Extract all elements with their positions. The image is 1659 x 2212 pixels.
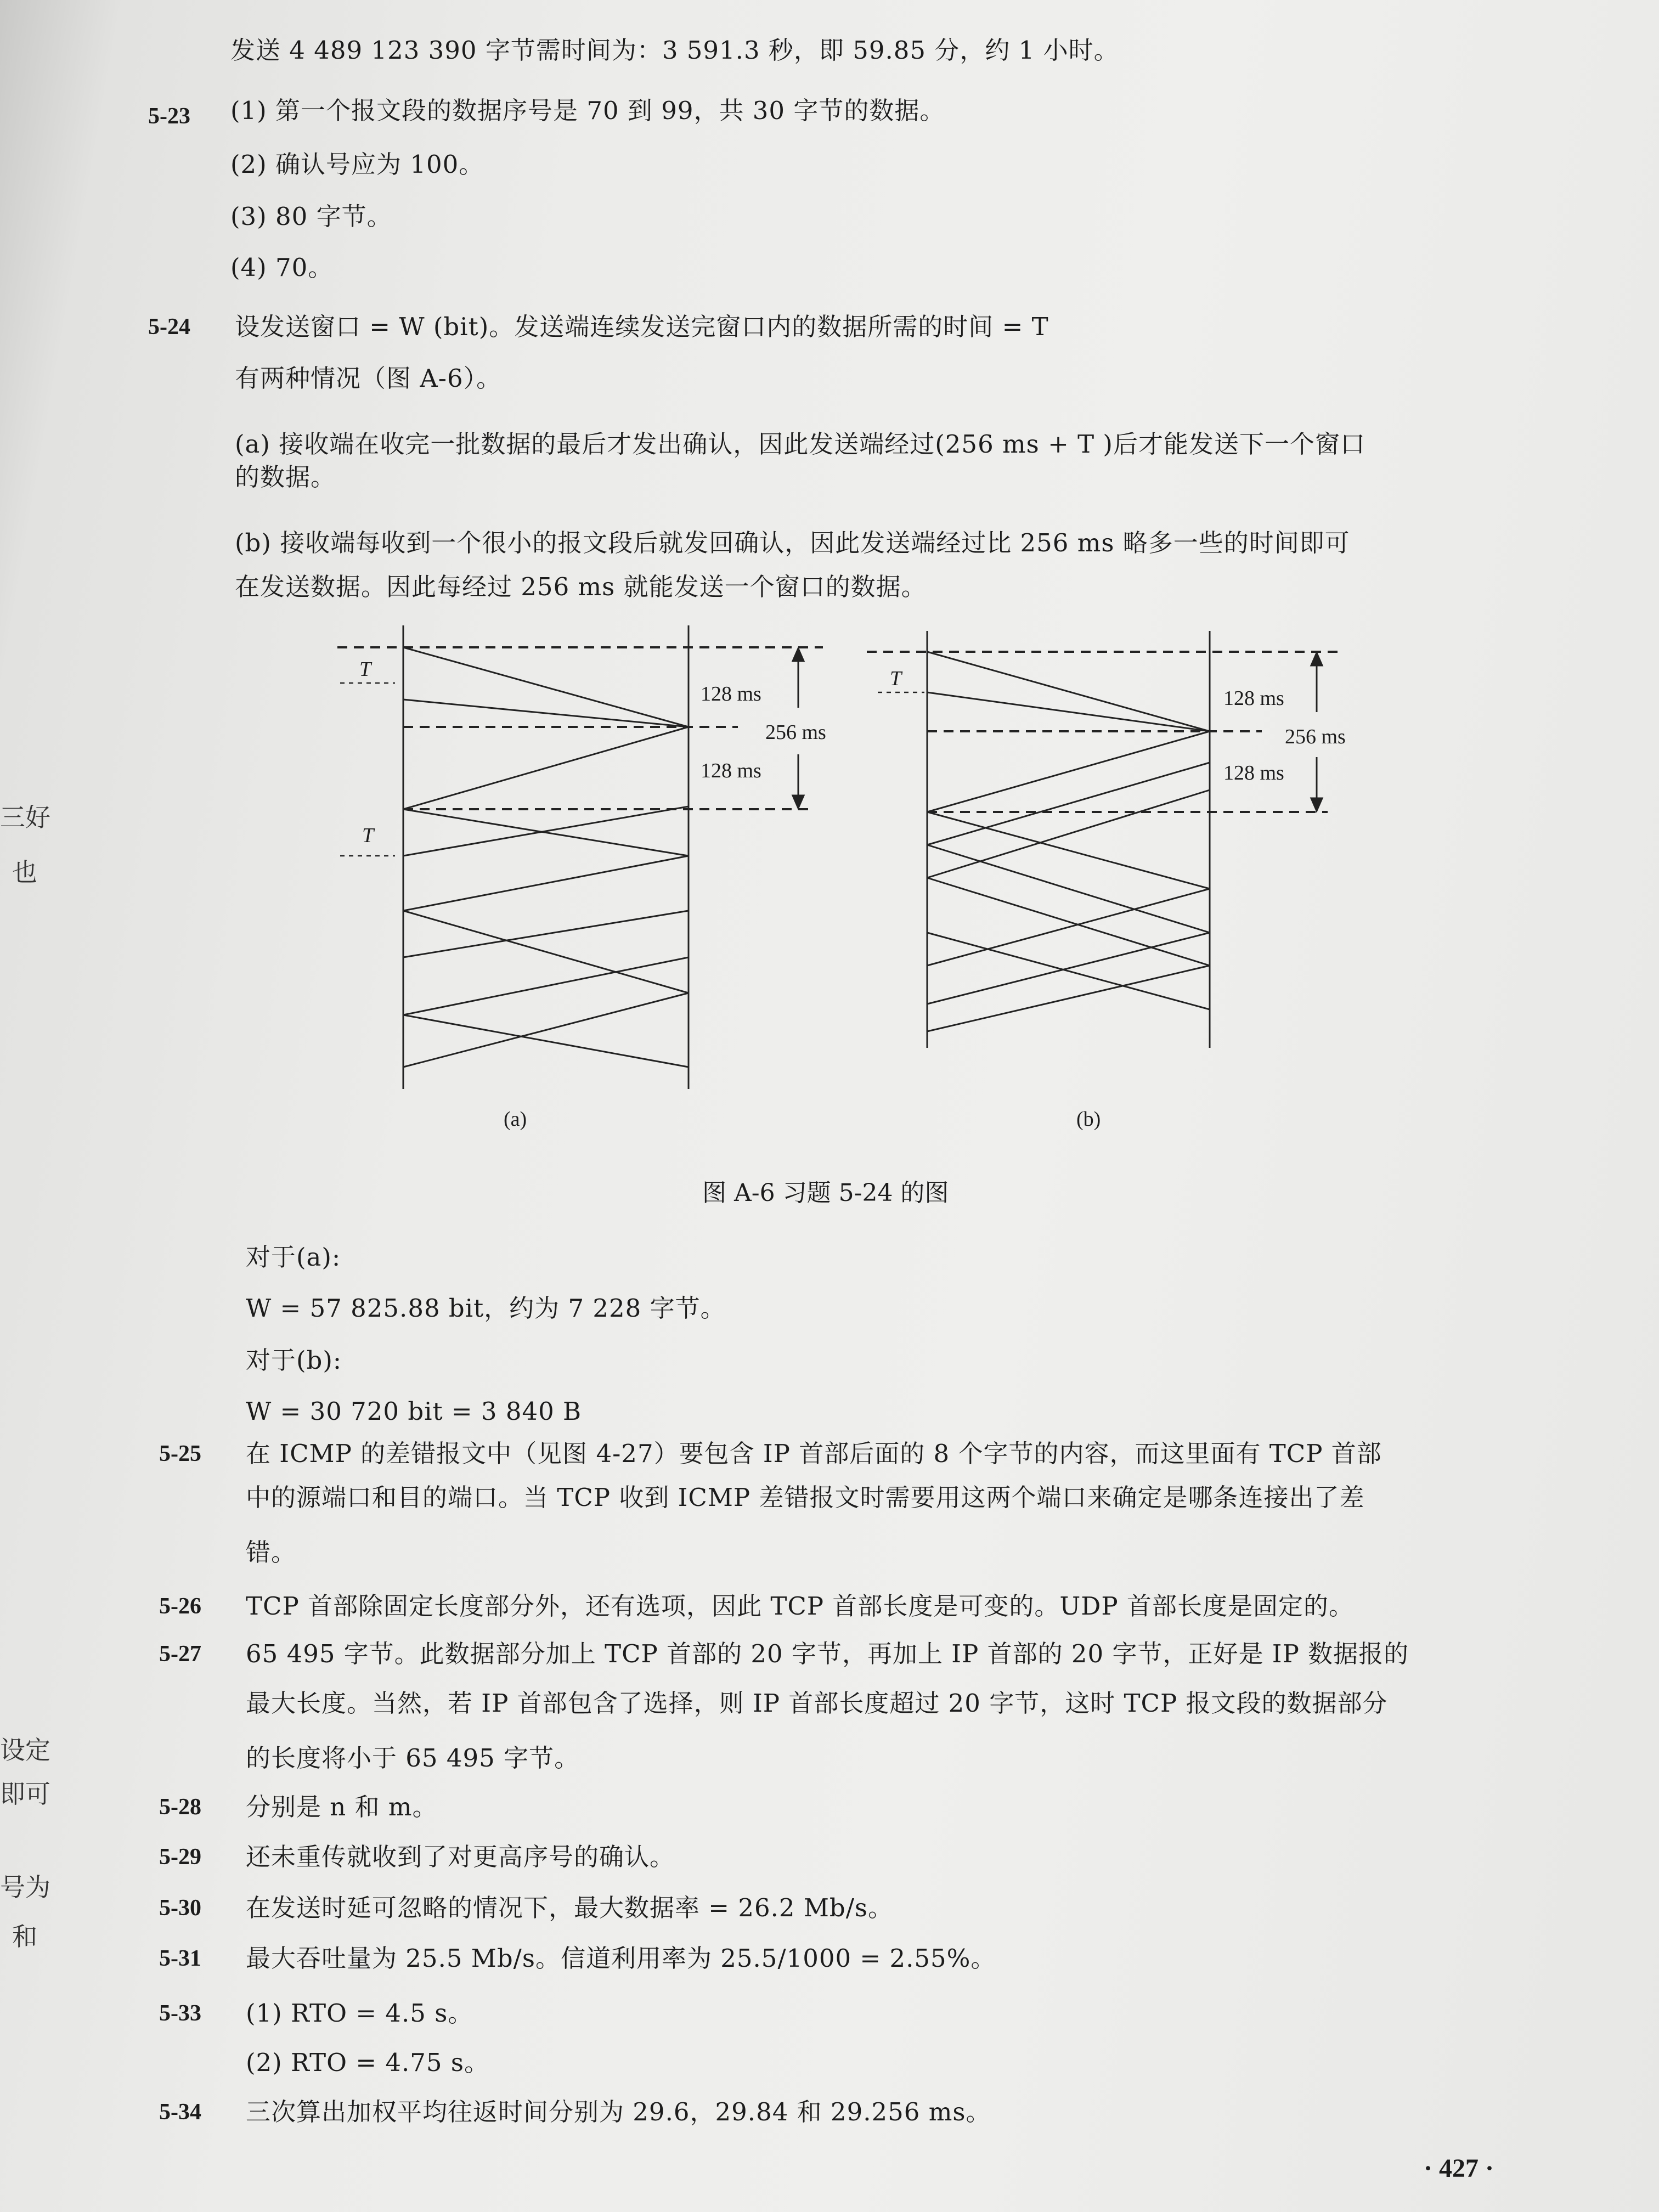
- segment-line: [403, 1015, 689, 1067]
- t-label: T: [362, 824, 374, 847]
- answer-line: (b) 接收端每收到一个很小的报文段后就发回确认，因此发送端经过比 256 ms 略多一些的时间即可: [235, 528, 1350, 557]
- ack-line: [403, 727, 689, 809]
- problem-number: 5-34: [159, 2100, 201, 2125]
- ms256-label: 256 ms: [1285, 725, 1346, 748]
- segment-line: [403, 699, 689, 727]
- answer-line: 有两种情况（图 A-6）。: [235, 364, 502, 393]
- problem-number: 5-31: [159, 1946, 201, 1971]
- answer-line: 分别是 n 和 m。: [246, 1792, 438, 1821]
- problem-number: 5-27: [159, 1641, 201, 1667]
- answer-line: (2) RTO = 4.75 s。: [246, 2048, 489, 2077]
- answer-line: (1) 第一个报文段的数据序号是 70 到 99，共 30 字节的数据。: [230, 96, 945, 125]
- answer-line: 的长度将小于 65 495 字节。: [246, 1743, 580, 1773]
- answer-line: 最大长度。当然，若 IP 首部包含了选择，则 IP 首部长度超过 20 字节，这时 TCP 报文段的数据部分: [246, 1689, 1388, 1718]
- margin-fragment: 设定: [0, 1735, 50, 1765]
- problem-number: 5-33: [159, 2001, 201, 2026]
- ms128-label: 128 ms: [701, 759, 761, 782]
- answer-line: TCP 首部除固定长度部分外，还有选项，因此 TCP 首部长度是可变的。UDP 首部长度是固定的。: [246, 1592, 1354, 1621]
- ack-line: [927, 731, 1210, 812]
- answer-line: 在 ICMP 的差错报文中（见图 4-27）要包含 IP 首部后面的 8 个字节的内容，而这里面有 TCP 首部: [246, 1439, 1382, 1468]
- ack-line: [403, 856, 689, 911]
- margin-fragment: 和: [12, 1922, 37, 1951]
- subfigure-label-a: (a): [504, 1108, 527, 1131]
- segment-line: [927, 812, 1210, 889]
- arrow-head: [793, 795, 804, 808]
- problem-number: 5-23: [148, 104, 190, 129]
- segment-line: [927, 878, 1210, 966]
- segment-line: [927, 652, 1210, 731]
- margin-fragment: 三好: [0, 803, 50, 832]
- segment-line: [403, 647, 689, 727]
- subfigure-label-b: (b): [1076, 1108, 1101, 1131]
- problem-number: 5-25: [159, 1441, 201, 1466]
- ms128-label: 128 ms: [701, 682, 761, 706]
- arrow-head: [1311, 798, 1322, 811]
- segment-line: [403, 911, 689, 957]
- problem-number: 5-28: [159, 1795, 201, 1820]
- answer-line: 在发送时延可忽略的情况下，最大数据率 = 26.2 Mb/s。: [246, 1893, 893, 1922]
- problem-number: 5-29: [159, 1844, 201, 1870]
- answer-line: 65 495 字节。此数据部分加上 TCP 首部的 20 字节，再加上 IP 首部的 20 字节，正好是 IP 数据报的: [246, 1639, 1409, 1668]
- answer-line: 三次算出加权平均往返时间分别为 29.6，29.84 和 29.256 ms。: [246, 2097, 991, 2126]
- answer-line: (4) 70。: [230, 253, 334, 282]
- ms128-label: 128 ms: [1223, 761, 1284, 785]
- margin-fragment: 即可: [0, 1779, 50, 1809]
- margin-fragment: 号为: [0, 1872, 50, 1902]
- answer-line: 设发送窗口 = W (bit)。发送端连续发送完窗口内的数据所需的时间 = T: [235, 312, 1049, 341]
- solution-value: W = 30 720 bit = 3 840 B: [246, 1397, 582, 1426]
- problem-number: 5-24: [148, 314, 190, 340]
- answer-line: 最大吞吐量为 25.5 Mb/s。信道利用率为 25.5/1000 = 2.55%。: [246, 1944, 996, 1973]
- ms128-label: 128 ms: [1223, 687, 1284, 710]
- answer-line: (a) 接收端在收完一批数据的最后才发出确认，因此发送端经过(256 ms + T )后才能发送下一个窗口: [235, 430, 1365, 459]
- answer-line: 的数据。: [235, 462, 336, 492]
- page-number: · 427 ·: [1424, 2154, 1494, 2183]
- answer-line: (2) 确认号应为 100。: [230, 150, 484, 179]
- segment-line: [927, 692, 1210, 731]
- ack-line: [403, 993, 689, 1067]
- segment-line: [403, 911, 689, 993]
- answer-line: (3) 80 字节。: [230, 202, 392, 231]
- t-label: T: [890, 667, 902, 690]
- ack-line: [927, 889, 1210, 966]
- problem-number: 5-26: [159, 1594, 201, 1619]
- answer-line: 中的源端口和目的端口。当 TCP 收到 ICMP 差错报文时需要用这两个端口来确定是哪条连接出了差: [246, 1483, 1365, 1512]
- segment-line: [927, 845, 1210, 933]
- solution-value: W = 57 825.88 bit，约为 7 228 字节。: [246, 1294, 726, 1323]
- solution-label: 对于(b):: [246, 1346, 342, 1375]
- answer-line: 在发送数据。因此每经过 256 ms 就能发送一个窗口的数据。: [235, 572, 927, 601]
- arrow-head: [1311, 653, 1322, 665]
- arrow-head: [793, 648, 804, 661]
- margin-fragment: 也: [12, 857, 37, 887]
- solution-label: 对于(a):: [246, 1243, 341, 1272]
- intro-line: 发送 4 489 123 390 字节需时间为：3 591.3 秒，即 59.85 分，约 1 小时。: [230, 36, 1119, 65]
- ms256-label: 256 ms: [765, 721, 826, 744]
- t-label: T: [359, 658, 371, 681]
- problem-number: 5-30: [159, 1895, 201, 1921]
- answer-line: 还未重传就收到了对更高序号的确认。: [246, 1842, 675, 1871]
- answer-line: 错。: [246, 1538, 297, 1567]
- answer-line: (1) RTO = 4.5 s。: [246, 1999, 473, 2028]
- ack-line: [403, 957, 689, 1015]
- figure-caption: 图 A-6 习题 5-24 的图: [702, 1179, 949, 1207]
